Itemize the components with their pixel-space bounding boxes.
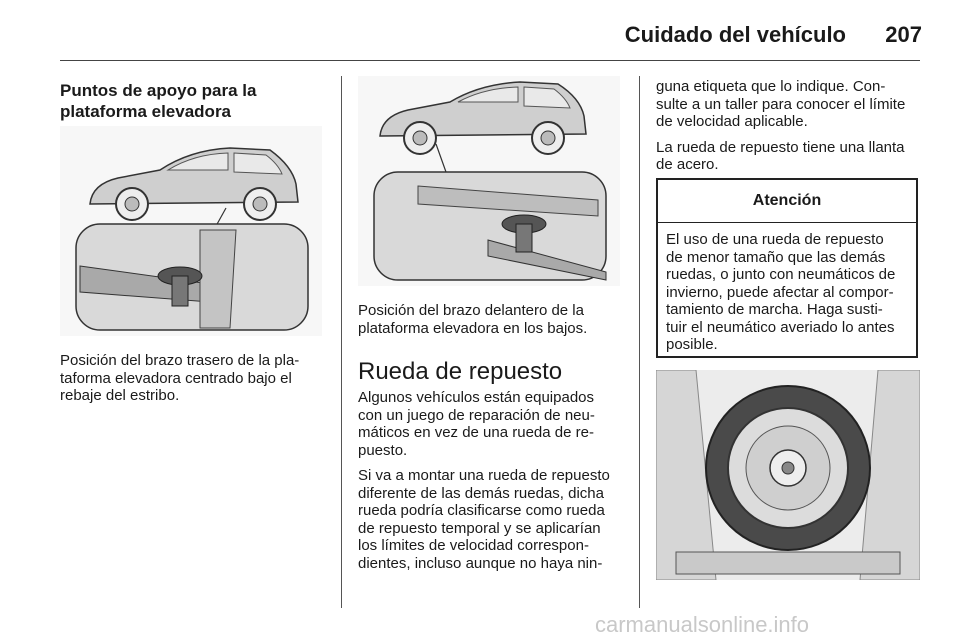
attention-body: El uso de una rueda de repuesto de menor tamaño que las demás ruedas, o junto con neumáticos de invierno, puede afectar al compor- tamiento de marcha. Haga susti- tuir el neumático averiado lo antes posible.: [666, 231, 896, 353]
column-divider-2: [639, 76, 640, 608]
paragraph: La rueda de repuesto tiene una llanta de acero.: [656, 138, 905, 173]
caption-rear-lift-arm: Posición del brazo trasero de la pla- taforma elevadora centrado bajo el rebaje del estribo.: [60, 352, 300, 404]
spare-wheel-body: [358, 389, 628, 580]
running-header-title: Cuidado del vehículo: [624, 22, 846, 47]
section-title-spare-wheel: Rueda de repuesto: [358, 358, 563, 385]
caption-front-lift-arm: Posición del brazo delantero de la plataforma elevadora en los bajos.: [358, 302, 588, 337]
header-divider: [60, 60, 920, 61]
paragraph: Si va a montar una rueda de repuesto diferente de las demás ruedas, dicha rueda podría clasificarse como rueda de repuesto temporal y se aplicarían los límites de velocidad correspon- dientes, incluso aunque no haya nin-: [358, 467, 610, 572]
paragraph: Algunos vehículos están equipados con un juego de reparación de neu- máticos en vez de una rueda de re- puesto.: [358, 389, 595, 459]
continued-text: [656, 78, 922, 182]
page-number: 207: [885, 22, 922, 47]
figure-rear-lift-arm: [60, 126, 322, 336]
watermark: carmanualsonline.info: [595, 612, 810, 637]
column-divider-1: [341, 76, 342, 608]
attention-box: [656, 178, 918, 358]
section-heading-lift-points: Puntos de apoyo para la plataforma elevadora: [60, 81, 257, 121]
attention-title: Atención: [658, 180, 916, 223]
paragraph: guna etiqueta que lo indique. Con- sulte a un taller para conocer el límite de velocidad aplicable.: [656, 78, 906, 130]
figure-front-lift-arm: [358, 76, 620, 286]
figure-spare-wheel-well: [656, 370, 920, 580]
